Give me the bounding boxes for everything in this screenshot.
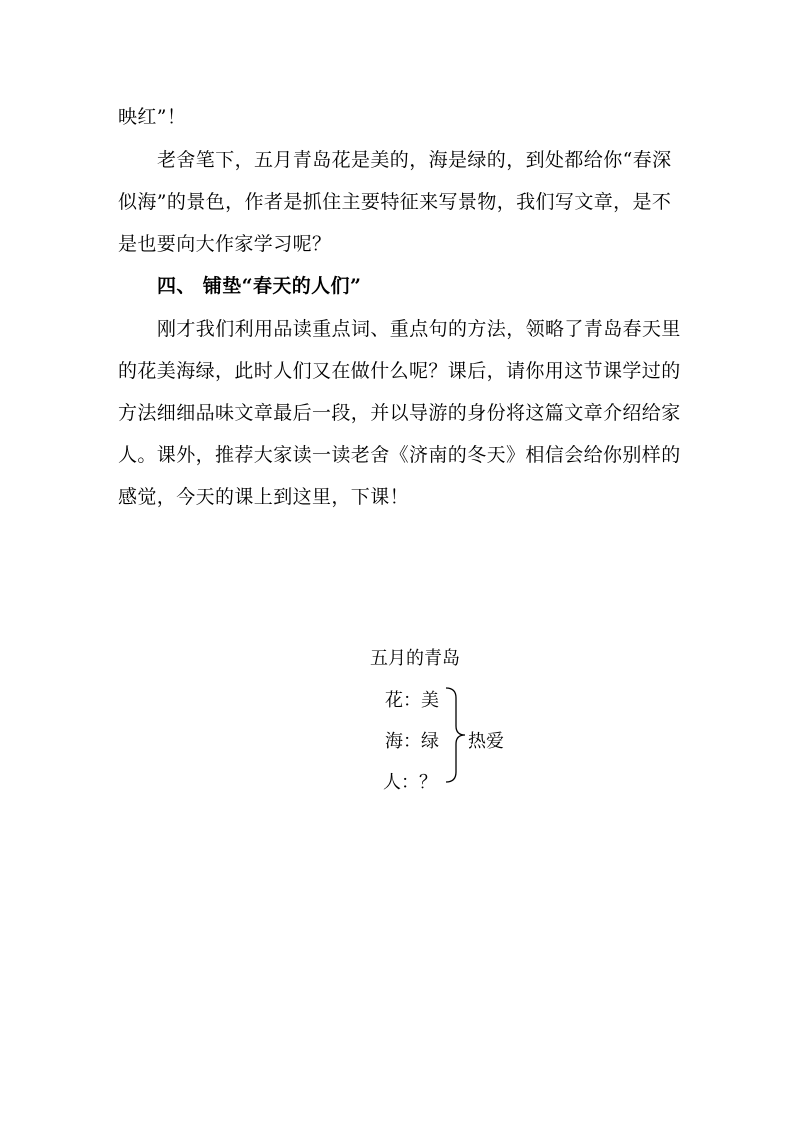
section-heading: 四、 铺垫“春天的人们”: [157, 275, 362, 297]
board-row-sea: 海：绿: [385, 731, 439, 752]
paragraph-line: 方法细细品味文章最后一段，并以导游的身份将这篇文章介绍给家: [118, 402, 681, 424]
paragraph-line: 刚才我们利用品读重点词、重点句的方法，领略了青岛春天里: [157, 318, 681, 340]
paragraph-line: 的花美海绿，此时人们又在做什么呢？课后，请你用这节课学过的: [118, 360, 681, 382]
paragraph-line: 人。课外，推荐大家读一读老舍《济南的冬天》相信会给你别样的: [118, 444, 681, 466]
board-row-people: 人：？: [383, 772, 437, 793]
paragraph-line: 是也要向大作家学习呢？: [118, 233, 332, 255]
board-summary: 热爱: [468, 731, 504, 752]
right-brace-icon: [446, 686, 468, 784]
paragraph-line: 老舍笔下，五月青岛花是美的，海是绿的，到处都给你“春深: [157, 149, 672, 171]
paragraph-line: 映红”！: [118, 106, 187, 128]
paragraph-line: 似海”的景色，作者是抓住主要特征来写景物，我们写文章，是不: [118, 191, 672, 213]
board-title: 五月的青岛: [370, 648, 460, 669]
paragraph-line: 感觉，今天的课上到这里，下课！: [118, 486, 410, 508]
board-row-flower: 花：美: [385, 690, 439, 711]
